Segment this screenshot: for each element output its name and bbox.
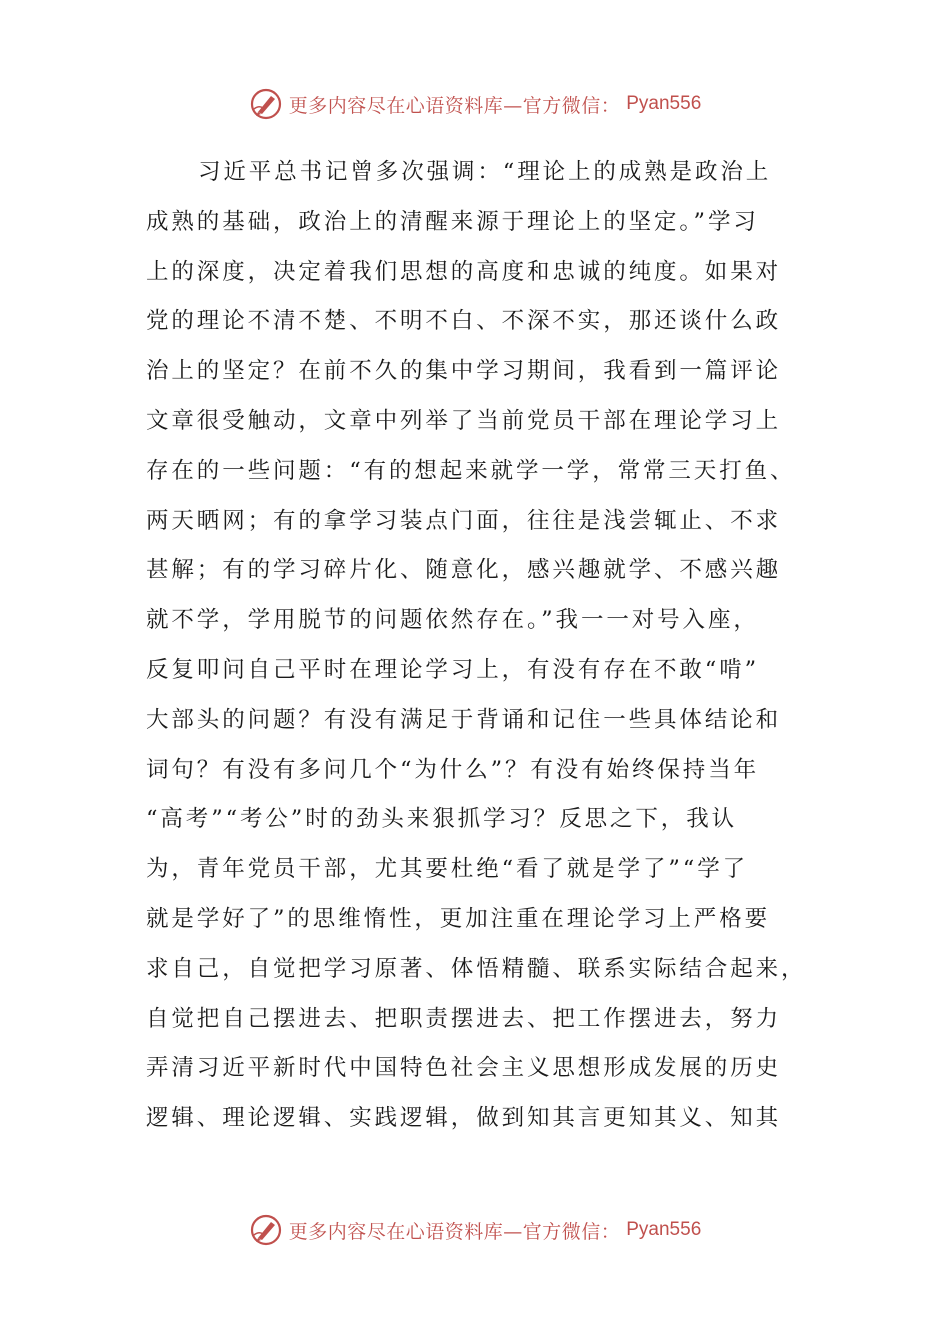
text-line: 大部头的问题？有没有满足于背诵和记住一些具体结论和: [146, 706, 782, 733]
document-body: [146, 148, 807, 1144]
text-line: 存在的一些问题：“有的想起来就学一学，常常三天打鱼、: [146, 457, 796, 484]
watermark-text: 更多内容尽在心语资料库—官方微信：: [288, 1220, 621, 1243]
watermark-text: 更多内容尽在心语资料库—官方微信：: [288, 94, 621, 117]
text-line: 逻辑、理论逻辑、实践逻辑，做到知其言更知其义、知其: [146, 1105, 782, 1132]
text-line: 习近平总书记曾多次强调：“理论上的成熟是政治上: [198, 159, 772, 185]
pen-logo-icon: [249, 87, 283, 121]
text-line: 为，青年党员干部，尤其要杜绝“看了就是学了”“学了: [146, 856, 749, 883]
watermark-footer: [0, 1210, 950, 1250]
text-line: 党的理论不清不楚、不明不白、不深不实，那还谈什么政: [146, 308, 782, 335]
text-line: 上的深度，决定着我们思想的高度和忠诚的纯度。如果对: [146, 258, 782, 285]
text-line: 反复叩问自己平时在理论学习上，有没有存在不敢“啃”: [146, 656, 760, 683]
text-line: 就是学好了”的思维惰性，更加注重在理论学习上严格要: [146, 905, 771, 932]
text-line: 词句？有没有多问几个“为什么”？有没有始终保持当年: [146, 756, 760, 783]
text-line: 自觉把自己摆进去、把职责摆进去、把工作摆进去，努力: [146, 1005, 782, 1032]
watermark-wechat-id: Pyan556: [626, 93, 702, 114]
pen-logo-icon: [249, 1213, 283, 1247]
text-line: “高考”“考公”时的劲头来狠抓学习？反思之下，我认: [146, 806, 738, 833]
text-line: 求自己，自觉把学习原著、体悟精髓、联系实际结合起来，: [146, 955, 807, 982]
text-line: 就不学，学用脱节的问题依然存在。”我一一对号入座，: [146, 607, 759, 634]
text-line: 成熟的基础，政治上的清醒来源于理论上的坚定。”学习: [146, 208, 759, 235]
text-line: 两天晒网；有的拿学习装点门面，往往是浅尝辄止、不求: [146, 507, 782, 534]
text-line: 弄清习近平新时代中国特色社会主义思想形成发展的历史: [146, 1055, 782, 1082]
text-line: 文章很受触动，文章中列举了当前党员干部在理论学习上: [146, 407, 782, 434]
text-line: 治上的坚定？在前不久的集中学习期间，我看到一篇评论: [146, 358, 782, 385]
watermark-header: [0, 84, 950, 124]
text-line: 甚解；有的学习碎片化、随意化，感兴趣就学、不感兴趣: [146, 557, 782, 584]
watermark-wechat-id: Pyan556: [626, 1219, 702, 1240]
